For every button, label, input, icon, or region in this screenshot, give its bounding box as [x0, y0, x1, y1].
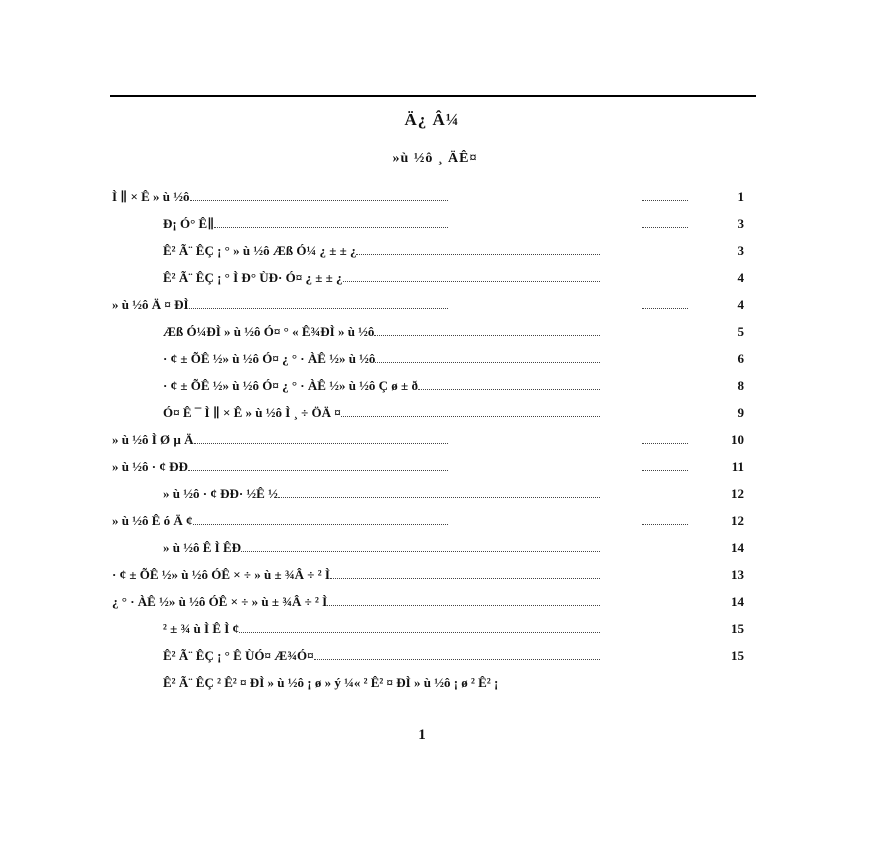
toc-entry-title: Ó¤ Ê ¯ Ì ∥ × Ê » ù ½ô Ì ¸ ÷ ÖÄ ¤ — [163, 405, 341, 420]
toc-leader-dots — [374, 320, 600, 336]
toc-leader-dots — [341, 401, 600, 417]
toc-entry-title: · ¢ ± ÕÊ ½» ù ½ô Ó¤ ¿ ° · ÀÊ ½» ù ½ô Ç ø ± ð — [163, 378, 418, 393]
toc-entry[interactable] — [163, 482, 744, 506]
toc-entry-title: » ù ½ô · ¢ ÐÐ — [112, 459, 188, 474]
toc-entry[interactable] — [163, 320, 744, 344]
toc-entry-page: 11 — [731, 459, 744, 474]
toc-leader-dots — [190, 185, 449, 201]
toc-entry[interactable] — [163, 212, 744, 236]
toc-leader-dots — [375, 347, 600, 363]
page-number: 1 — [418, 727, 426, 743]
toc-entry-page: 10 — [731, 432, 744, 447]
toc-entry-page: 13 — [731, 567, 744, 582]
toc-entry[interactable] — [112, 563, 744, 587]
toc-leader-dots-right — [642, 212, 688, 228]
toc-leader-dots — [327, 590, 600, 606]
toc-leader-dots — [239, 617, 600, 633]
toc-entry[interactable] — [163, 644, 744, 668]
toc-entry[interactable] — [112, 509, 744, 533]
toc-leader-dots — [278, 482, 600, 498]
toc-entry-title: » ù ½ô Ì Ø µ Ä — [112, 432, 194, 447]
toc-entry-title: Ê² Ã¨ ÊÇ ¡ ° » ù ½ô Æß Ó¼ ¿ ± ± ¿ — [163, 243, 357, 258]
toc-entry-title: Ê² Ã¨ ÊÇ ¡ ° Ì Ð° ÙÐ· Ó¤ ¿ ± ± ¿ — [163, 270, 343, 285]
header-rule — [110, 95, 756, 97]
toc-leader-dots — [193, 509, 448, 525]
toc-entry[interactable] — [112, 293, 744, 317]
toc-leader-dots — [189, 293, 448, 309]
toc-entry-title: · ¢ ± ÕÊ ½» ù ½ô Ó¤ ¿ ° · ÀÊ ½» ù ½ô — [163, 351, 376, 366]
toc-entry-page: 5 — [737, 324, 744, 339]
page-subtitle: »ù ½ô ¸ ÄÊ¤ — [392, 151, 478, 166]
toc-entry[interactable] — [163, 239, 744, 263]
toc-leader-dots-right — [642, 455, 688, 471]
toc-entry[interactable] — [112, 428, 744, 452]
toc-entry-title: Ê² Ã¨ ÊÇ ¡ ° Ê ÙÓ¤ Æ¾Ó¤ — [163, 648, 314, 663]
toc-entry[interactable] — [163, 347, 744, 371]
toc-entry-title: » ù ½ô Ä ¤ ÐÌ — [112, 297, 189, 312]
toc-entry[interactable] — [163, 671, 498, 695]
toc-leader-dots — [330, 563, 600, 579]
toc-leader-dots — [314, 644, 600, 660]
toc-leader-dots — [214, 212, 448, 228]
toc-entry[interactable] — [163, 374, 744, 398]
toc-entry-title: » ù ½ô Ê Ì ÊÐ — [163, 540, 242, 555]
toc-entry-page: 15 — [731, 648, 744, 663]
toc-entry-page: 1 — [737, 189, 744, 204]
toc-leader-dots — [356, 239, 600, 255]
toc-entry-title: ¿ ° · ÀÊ ½» ù ½ô ÓÊ × ÷ » ù ± ¾Â ÷ ² Ì — [112, 594, 328, 609]
toc-entry-page: 8 — [737, 378, 744, 393]
toc-entry-page: 15 — [731, 621, 744, 636]
toc-leader-dots-right — [642, 185, 688, 201]
toc-entry[interactable] — [163, 401, 744, 425]
toc-leader-dots — [343, 266, 600, 282]
toc-entry-page: 12 — [731, 486, 744, 501]
toc-entry-page: 14 — [731, 540, 744, 555]
toc-entry[interactable] — [163, 536, 744, 560]
toc-entry-page: 9 — [737, 405, 744, 420]
toc-entry-title: ² ± ¾ ù Ì Ê Ì ¢ — [163, 621, 240, 636]
toc-entry-page: 4 — [737, 270, 744, 285]
toc-entry-title: Ì ∥ × Ê » ù ½ô — [112, 189, 190, 204]
toc-entry-title: · ¢ ± ÕÊ ½» ù ½ô ÓÊ × ÷ » ù ± ¾Â ÷ ² Ì — [112, 567, 330, 582]
toc-entry[interactable] — [112, 185, 744, 209]
toc-entry-page: 3 — [737, 243, 744, 258]
toc-entry-title: » ù ½ô Ê ó Ä ¢ — [112, 513, 193, 528]
toc-entry-page: 12 — [731, 513, 744, 528]
toc-leader-dots-right — [642, 428, 688, 444]
toc-leader-dots — [241, 536, 600, 552]
toc-entry[interactable] — [163, 617, 744, 641]
toc-entry-title: » ù ½ô · ¢ ÐÐ· ½Ê ½ — [163, 486, 278, 501]
toc-entry[interactable] — [112, 455, 744, 479]
toc-entry-page: 4 — [737, 297, 744, 312]
page-title: Ä¿ Â¼ — [404, 110, 460, 129]
toc-entry-page: 6 — [737, 351, 744, 366]
toc-entry-title: Ê² Ã¨ ÊÇ ² Ê² ¤ ÐÌ » ù ½ô ¡ ø » ý ¼« ² Ê² ¤ ÐÌ » ù ½ô ¡ ø ² Ê² ¡ — [163, 675, 499, 690]
toc-entry-page: 14 — [731, 594, 744, 609]
toc-leader-dots — [194, 428, 448, 444]
toc-leader-dots — [188, 455, 448, 471]
toc-leader-dots-right — [642, 293, 688, 309]
toc-entry-page: 3 — [737, 216, 744, 231]
toc-entry[interactable] — [163, 266, 744, 290]
toc-leader-dots — [418, 374, 600, 390]
toc-leader-dots-right — [642, 509, 688, 525]
toc-entry-title: Ð¡ Ó° Ê∥ — [163, 216, 215, 231]
toc-entry[interactable] — [112, 590, 744, 614]
toc-entry-title: Æß Ó¼ÐÌ » ù ½ô Ó¤ ° « Ê¾ÐÌ » ù ½ô — [163, 324, 375, 339]
